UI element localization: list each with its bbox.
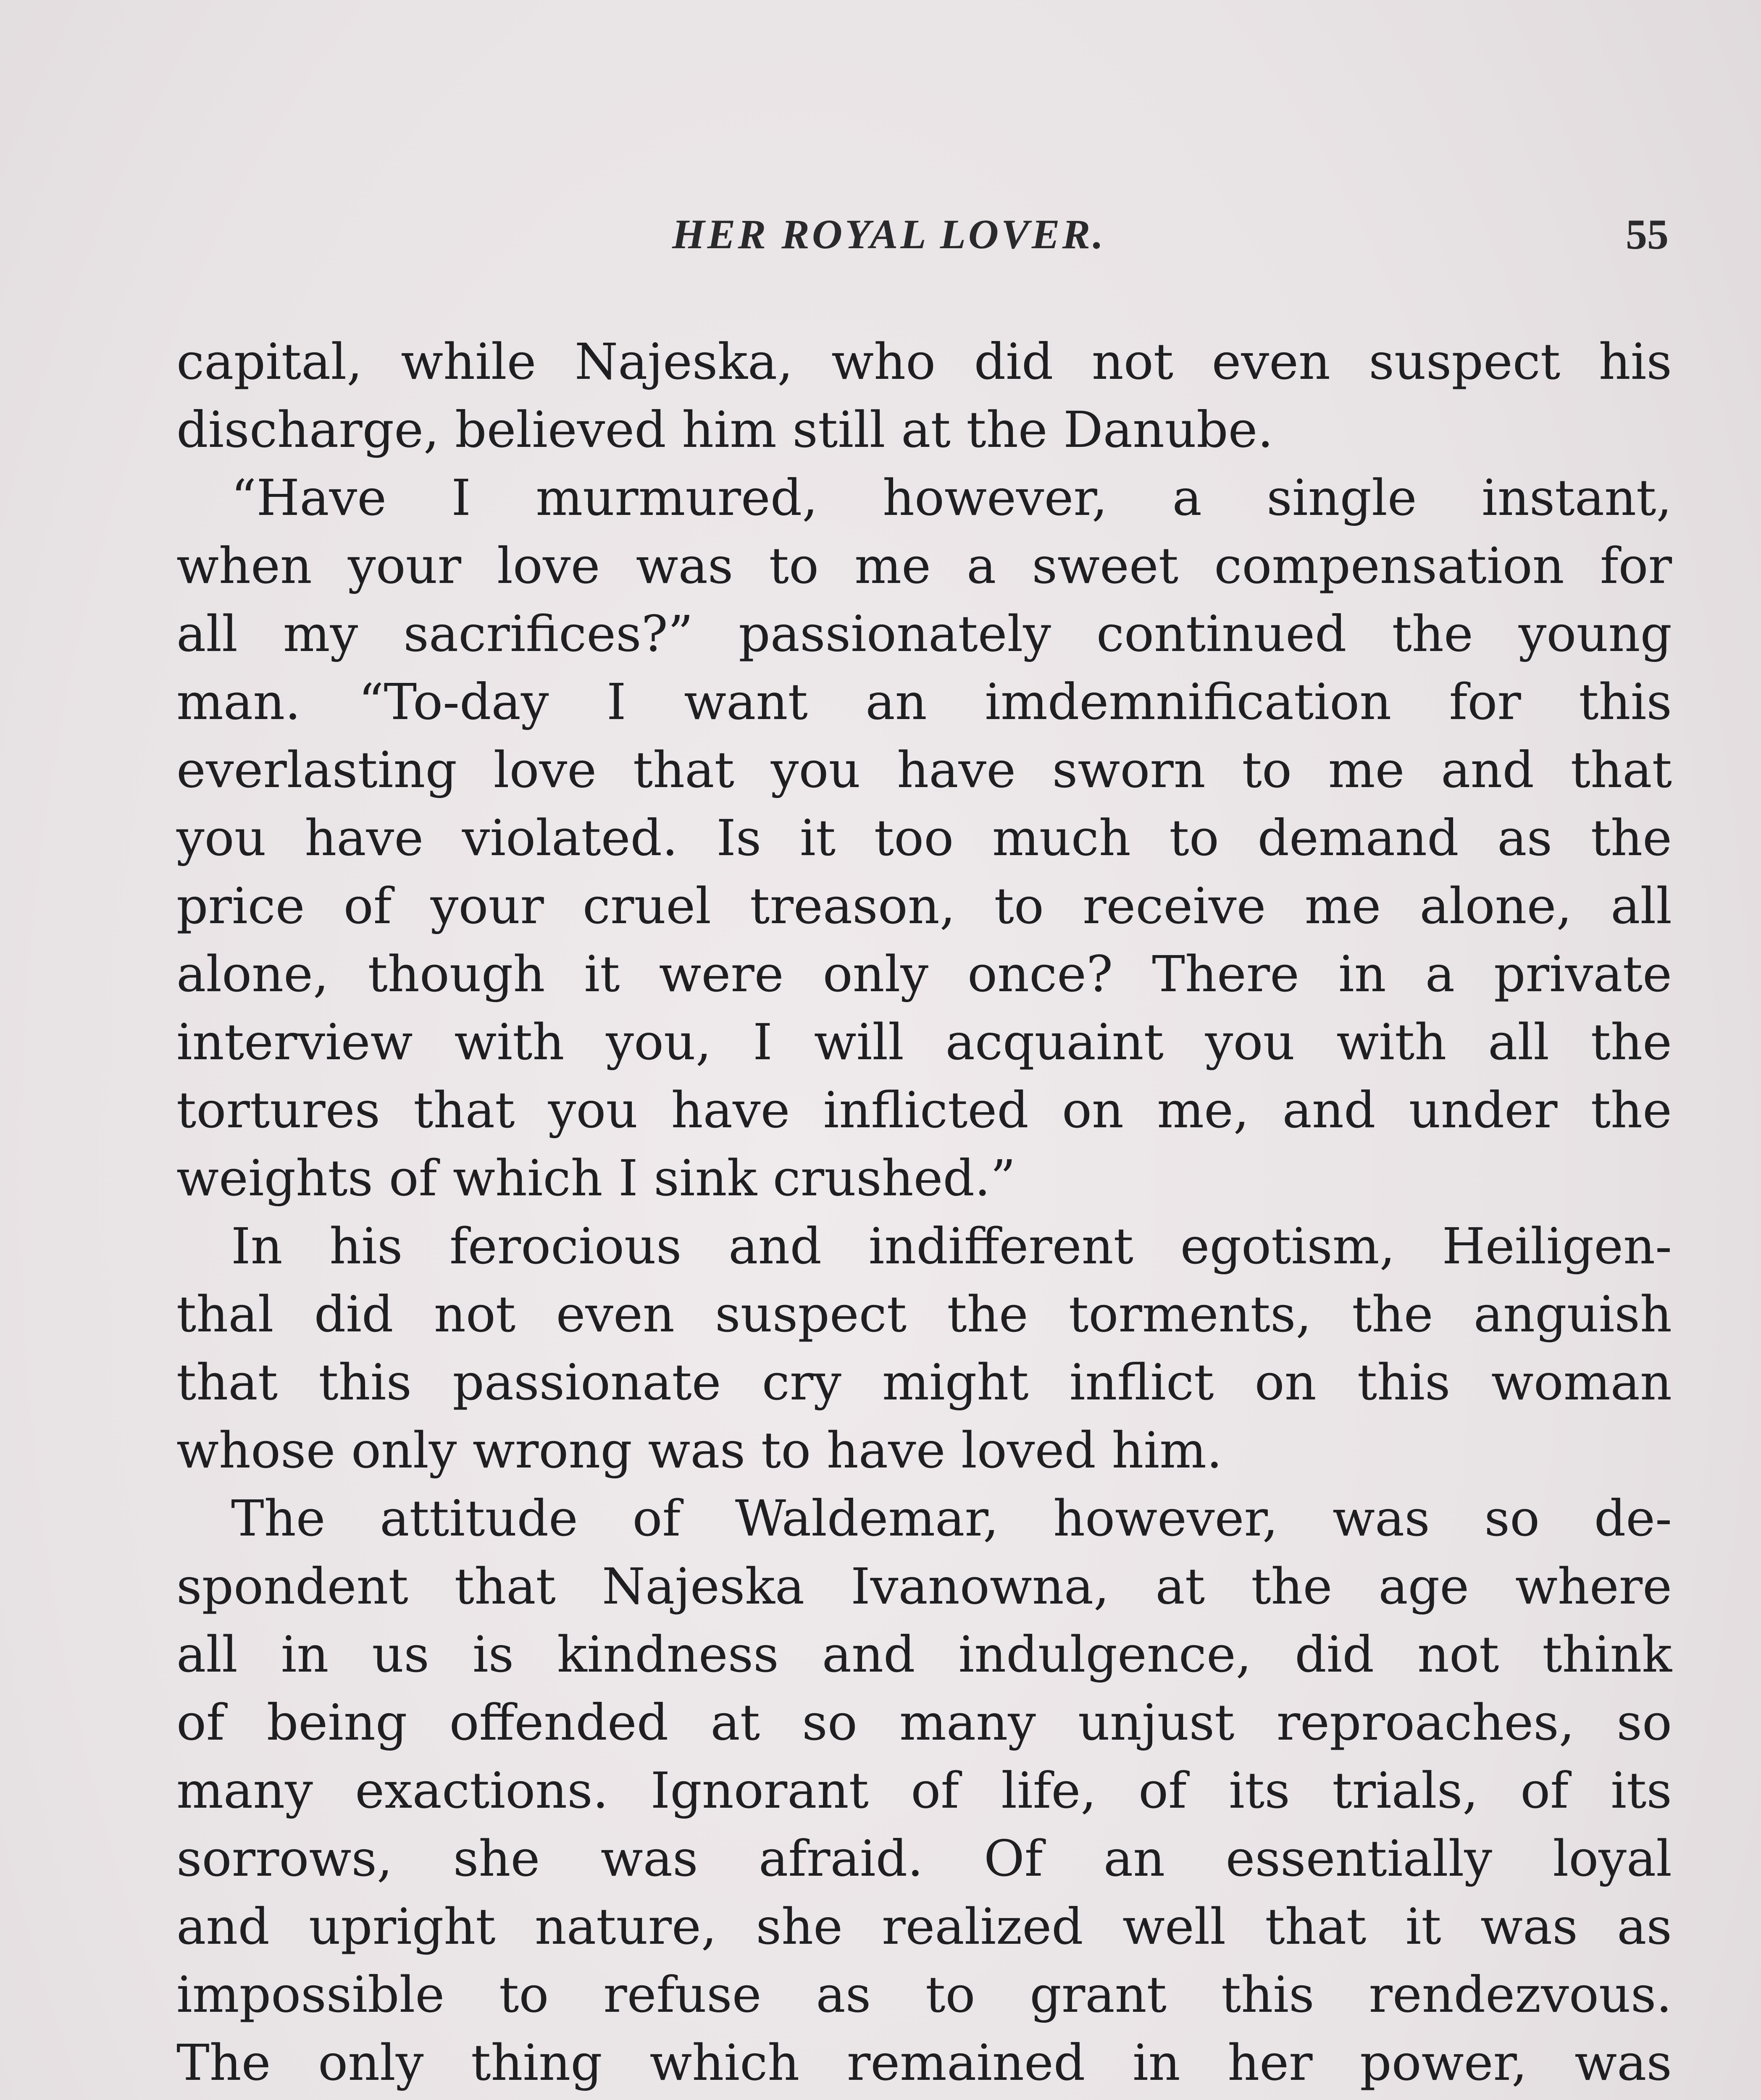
text-line: capital, while Najeska, who did not even suspect his: [176, 333, 1672, 391]
text-line: spondent that Najeska Ivanowna, at the age where: [176, 1557, 1672, 1615]
text-line: discharge, believed him still at the Danube.: [176, 401, 1273, 459]
text-line: that this passionate cry might inflict on this woman: [176, 1353, 1672, 1411]
running-title: HER ROYAL LOVER.: [672, 211, 1106, 257]
text-line: all my sacrifices?” passionately continued the young: [176, 605, 1672, 663]
text-line: price of your cruel treason, to receive me alone, all: [176, 877, 1672, 935]
text-line: [176, 2097, 1672, 2100]
text-line: The only thing which remained in her power, was: [176, 2034, 1672, 2092]
text-line: weights of which I sink crushed.”: [176, 1149, 1016, 1207]
text-line: tortures that you have inflicted on me, and under the: [176, 1081, 1672, 1139]
text-line: impossible to refuse as to grant this rendezvous.: [176, 1966, 1672, 2024]
body-text: [176, 328, 1672, 2100]
text-line: In his ferocious and indifferent egotism, Heiligen-: [231, 1217, 1672, 1275]
text-line: man. “To-day I want an imdemnification for this: [176, 673, 1672, 731]
text-line: thal did not even suspect the torments, the anguish: [176, 1285, 1672, 1343]
text-line: all in us is kindness and indulgence, did not think: [176, 1625, 1672, 1683]
text-line: you have violated. Is it too much to demand as the: [176, 809, 1672, 867]
text-line: of being offended at so many unjust reproaches, so: [176, 1693, 1672, 1751]
text-line: interview with you, I will acquaint you with all the: [176, 1013, 1672, 1071]
page-header: [0, 210, 1761, 273]
text-line: many exactions. Ignorant of life, of its trials, of its: [176, 1761, 1672, 1819]
text-line: alone, though it were only once? There in a private: [176, 945, 1672, 1003]
text-line: “Have I murmured, however, a single instant,: [231, 469, 1672, 527]
text-line: everlasting love that you have sworn to me and that: [176, 741, 1672, 799]
page-number: 55: [1626, 211, 1669, 258]
text-line: The attitude of Waldemar, however, was so de-: [231, 1489, 1672, 1547]
text-line: sorrows, she was afraid. Of an essentially loyal: [176, 1830, 1672, 1887]
text-line: whose only wrong was to have loved him.: [176, 1421, 1222, 1479]
text-line: when your love was to me a sweet compensation for: [176, 537, 1672, 595]
text-line: and upright nature, she realized well that it was as: [176, 1898, 1672, 1956]
